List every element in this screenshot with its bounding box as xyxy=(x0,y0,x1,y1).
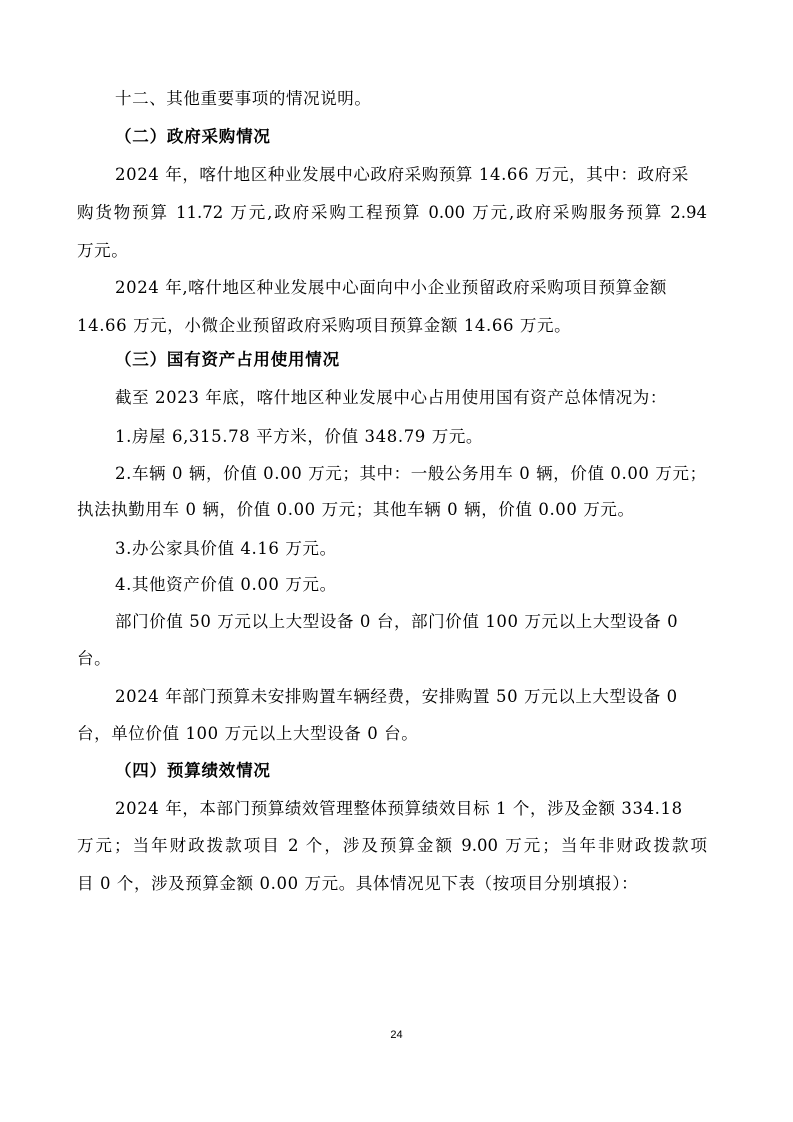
page-number: 24 xyxy=(390,1029,403,1041)
assets-item-2-line-1: 2.车辆 0 辆，价值 0.00 万元；其中：一般公务用车 0 辆，价值 0.00 万元； xyxy=(115,464,707,483)
assets-equipment-line-2: 台。 xyxy=(77,649,112,668)
assets-budget-plan-line-2: 台，单位价值 100 万元以上大型设备 0 台。 xyxy=(77,724,419,743)
assets-heading: （三）国有资产占用使用情况 xyxy=(115,350,340,369)
assets-item-4: 4.其他资产价值 0.00 万元。 xyxy=(115,575,337,594)
performance-paragraph-line-1: 2024 年，本部门预算绩效管理整体预算绩效目标 1 个，涉及金额 334.18 xyxy=(115,799,683,818)
section-intro: 十二、其他重要事项的情况说明。 xyxy=(115,89,372,108)
assets-budget-plan-line-1: 2024 年部门预算未安排购置车辆经费，安排购置 50 万元以上大型设备 0 xyxy=(115,687,678,706)
assets-item-1: 1.房屋 6,315.78 平方米，价值 348.79 万元。 xyxy=(115,427,484,446)
procurement-paragraph-1-line-3: 万元。 xyxy=(77,241,129,260)
procurement-heading: （二）政府采购情况 xyxy=(115,127,271,146)
performance-paragraph-line-2: 万元；当年财政拨款项目 2 个，涉及预算金额 9.00 万元；当年非财政拨款项 xyxy=(77,836,707,855)
procurement-paragraph-1-line-1: 2024 年，喀什地区种业发展中心政府采购预算 14.66 万元，其中：政府采 xyxy=(115,165,689,184)
assets-item-3: 3.办公家具价值 4.16 万元。 xyxy=(115,539,337,558)
procurement-paragraph-1-line-2: 购货物预算 11.72 万元,政府采购工程预算 0.00 万元,政府采购服务预算 2.94 xyxy=(77,203,707,222)
performance-paragraph-line-3: 目 0 个，涉及预算金额 0.00 万元。具体情况见下表（按项目分别填报）： xyxy=(77,874,639,893)
procurement-paragraph-2-line-2: 14.66 万元，小微企业预留政府采购项目预算金额 14.66 万元。 xyxy=(77,316,572,335)
procurement-paragraph-2-line-1: 2024 年,喀什地区种业发展中心面向中小企业预留政府采购项目预算金额 xyxy=(115,278,667,297)
assets-intro: 截至 2023 年底，喀什地区种业发展中心占用使用国有资产总体情况为： xyxy=(115,388,667,407)
assets-equipment-line-1: 部门价值 50 万元以上大型设备 0 台，部门价值 100 万元以上大型设备 0 xyxy=(115,612,679,631)
assets-item-2-line-2: 执法执勤用车 0 辆，价值 0.00 万元；其他车辆 0 辆，价值 0.00 万元。 xyxy=(77,500,635,519)
performance-heading: （四）预算绩效情况 xyxy=(115,761,271,780)
